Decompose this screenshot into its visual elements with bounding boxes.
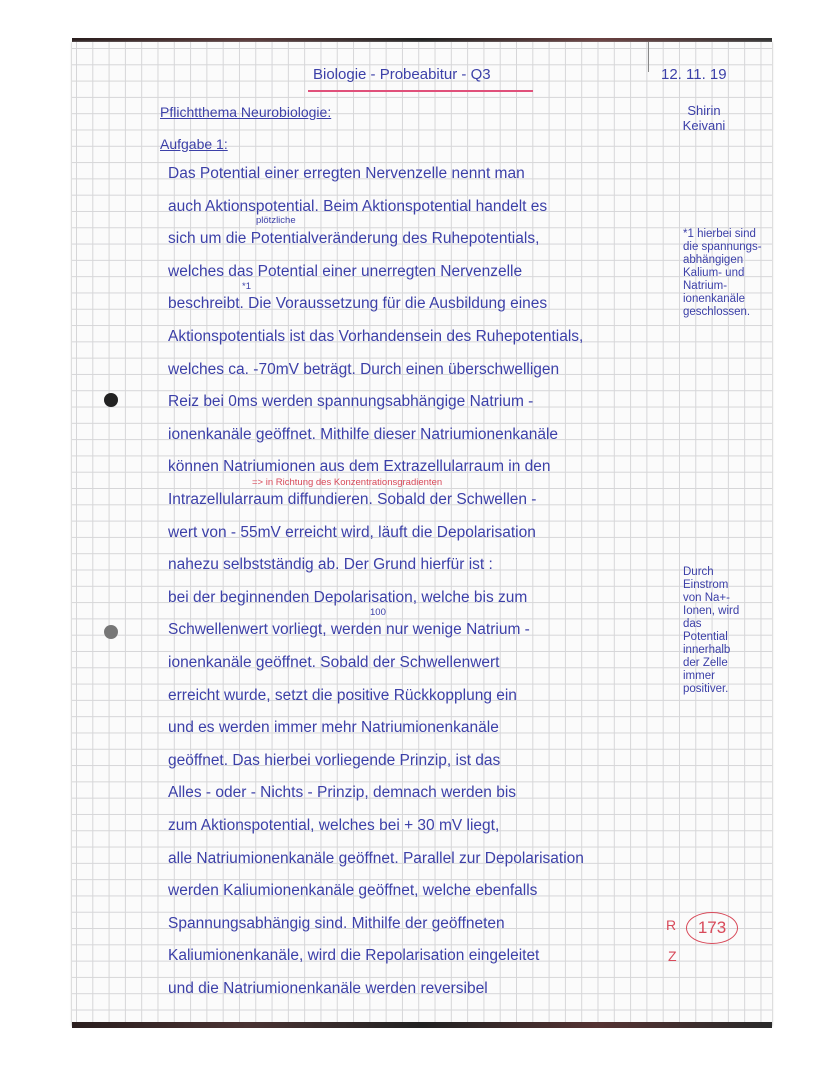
text-line: welches ca. -70mV beträgt. Durch einen überschwelligen [168, 360, 560, 378]
text-line: welches das Potential einer unerregten Nervenzelle [168, 262, 523, 280]
page-title: Biologie - Probeabitur - Q3 [313, 66, 491, 83]
text-line: auch Aktionspotential. Beim Aktionspotential handelt es [168, 197, 548, 215]
text-line: wert von - 55mV erreicht wird, läuft die Depolarisation [168, 523, 536, 541]
margin-line [648, 42, 649, 72]
punch-hole-icon [104, 393, 118, 407]
text-line: nahezu selbstständig ab. Der Grund hierfür ist : [168, 556, 493, 574]
text-line: Alles - oder - Nichts - Prinzip, demnach werden bis [168, 784, 517, 802]
text-line: und die Natriumionenkanäle werden reversibel [168, 980, 488, 997]
gradient-insertion: => in Richtung des Konzentrationsgradienten [252, 476, 443, 488]
text-line: Kaliumionenkanäle, wird die Repolarisation eingeleitet [168, 947, 540, 965]
task-heading: Aufgabe 1: [160, 136, 228, 152]
text-line: sich um die Potentialveränderung des Ruhepotentials, [168, 230, 540, 248]
text-line: Schwellenwert vorliegt, werden nur wenige Natrium - [168, 621, 530, 639]
text-line: Spannungsabhängig sind. Mithilfe der geöffneten [168, 914, 505, 932]
text-line: und es werden immer mehr Natriumionenkanäle [168, 719, 499, 737]
text-line: Aktionspotentials ist das Vorhandensein des Ruhepotentials, [168, 328, 584, 345]
insertion-ploetzliche: plötzliche [256, 215, 296, 226]
z-mark: Z [668, 948, 677, 964]
side-note-sodium-influx: Durch Einstrom von Na+-Ionen, wird das Potential innerhalb der Zelle immer positiver. [683, 566, 740, 695]
text-line: beschreibt. Die Voraussetzung für die Ausbildung eines [168, 295, 548, 313]
text-line: Reiz bei 0ms werden spannungsabhängige Natrium - [168, 393, 534, 411]
author-name: Shirin Keivani [682, 103, 726, 133]
text-line: alle Natriumionenkanäle geöffnet. Parallel zur Depolarisation [168, 849, 584, 867]
paper-edge-bottom [72, 1022, 772, 1028]
text-line: zum Aktionspotential, welches bei + 30 mV liegt, [168, 817, 500, 834]
side-note-channels: *1 hierbei sind die spannungs- abhängigen Kalium- und Natrium- ionenkanäle geschlossen. [683, 228, 762, 318]
title-underline [308, 90, 533, 92]
text-line: können Natriumionen aus dem Extrazellularraum in den [168, 458, 551, 476]
text-line: Das Potential einer erregten Nervenzelle nennt man [168, 165, 525, 182]
text-line: erreicht wurde, setzt die positive Rückkopplung ein [168, 686, 517, 704]
text-line: ionenkanäle geöffnet. Sobald der Schwellenwert [168, 654, 500, 671]
text-line: werden Kaliumionenkanäle geöffnet, welche ebenfalls [168, 882, 538, 900]
text-line: bei der beginnenden Depolarisation, welche bis zum [168, 588, 528, 606]
punch-hole-icon [104, 625, 118, 639]
r-mark: R [666, 917, 677, 933]
text-line: Intrazellularraum diffundieren. Sobald der Schwellen - [168, 491, 537, 508]
text-line: geöffnet. Das hierbei vorliegende Prinzip, ist das [168, 751, 501, 769]
date: 12. 11. 19 [661, 66, 727, 83]
footnote-mark: *1 [242, 281, 251, 292]
insertion-100: 100 [370, 607, 386, 618]
text-line: ionenkanäle geöffnet. Mithilfe dieser Natriumionenkanäle [168, 425, 559, 443]
grade-circle: 173 [686, 912, 738, 944]
topic-heading: Pflichtthema Neurobiologie: [160, 104, 332, 120]
